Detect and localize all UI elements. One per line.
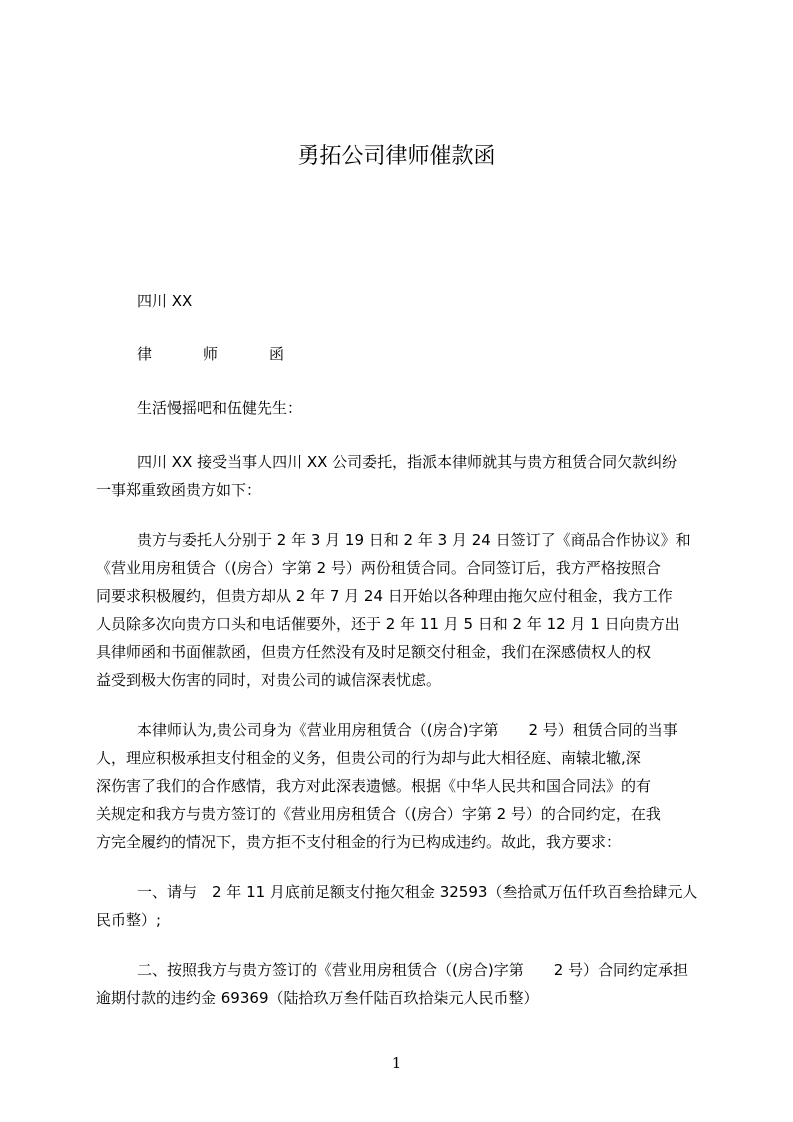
paragraph-line: 逾期付款的违约金 69369（陆拾玖万叁仟陆百玖拾柒元人民币整） bbox=[96, 989, 539, 1007]
page-number: 1 bbox=[391, 1054, 402, 1072]
paragraph-line: 深伤害了我们的合作感情，我方对此深表遗憾。根据《中华人民共和国合同法》的有 bbox=[96, 777, 652, 795]
salutation: 生活慢摇吧和伍健先生： bbox=[137, 399, 303, 417]
paragraph-line: 一、请与 2 年 11 月底前足额支付拖欠租金 32593（叁拾贰万伍仟玖百叁拾肆元人 bbox=[137, 883, 698, 901]
paragraph-line: 方完全履约的情况下，贵方拒不支付租金的行为已构成违约。故此，我方要求： bbox=[96, 833, 622, 851]
heading-char: 律 bbox=[137, 345, 153, 363]
paragraph-line: 四川 XX 接受当事人四川 XX 公司委托，指派本律师就其与贵方租赁合同欠款纠纷 bbox=[137, 453, 678, 471]
paragraph-line: 同要求积极履约，但贵方却从 2 年 7 月 24 日开始以各种理由拖欠应付租金，我方工作 bbox=[96, 587, 673, 605]
paragraph-line: 关规定和我方与贵方签订的《营业用房租赁合（(房合）字第 2 号）的合同约定，在我 bbox=[96, 805, 661, 823]
paragraph-line: 具律师函和书面催款函，但贵方任然没有及时足额交付租金，我们在深感债权人的权 bbox=[96, 643, 652, 661]
paragraph-line: 贵方与委托人分别于 2 年 3 月 19 日和 2 年 3 月 24 日签订了《商品合作协议》和 bbox=[137, 531, 691, 549]
document-title: 勇拓公司律师催款函 bbox=[297, 144, 496, 169]
paragraph-line: 二、按照我方与贵方签订的《营业用房租赁合（(房合)字第 2 号）合同约定承担 bbox=[137, 961, 689, 979]
paragraph-line: 人，理应积极承担支付租金的义务，但贵公司的行为却与此大相径庭、南辕北辙,深 bbox=[96, 749, 641, 767]
paragraph-line: 一事郑重致函贵方如下： bbox=[96, 481, 262, 499]
paragraph-line: 民币整）; bbox=[96, 911, 162, 929]
recipient-org: 四川 XX bbox=[137, 292, 193, 310]
heading-char: 函 bbox=[269, 345, 285, 363]
paragraph-line: 本律师认为,贵公司身为《营业用房租赁合（(房合)字第 2 号）租赁合同的当事 bbox=[137, 721, 678, 739]
paragraph-line: 人员除多次向贵方口头和电话催要外，还于 2 年 11 月 5 日和 2 年 12 月 1 日向贵方出 bbox=[96, 615, 680, 633]
letter-heading bbox=[137, 340, 751, 368]
heading-char: 师 bbox=[203, 345, 219, 363]
paragraph-line: 《营业用房租赁合（(房合）字第 2 号）两份租赁合同。合同签订后，我方严格按照合 bbox=[96, 559, 661, 577]
paragraph-line: 益受到极大伤害的同时，对贵公司的诚信深表忧虑。 bbox=[96, 671, 442, 689]
